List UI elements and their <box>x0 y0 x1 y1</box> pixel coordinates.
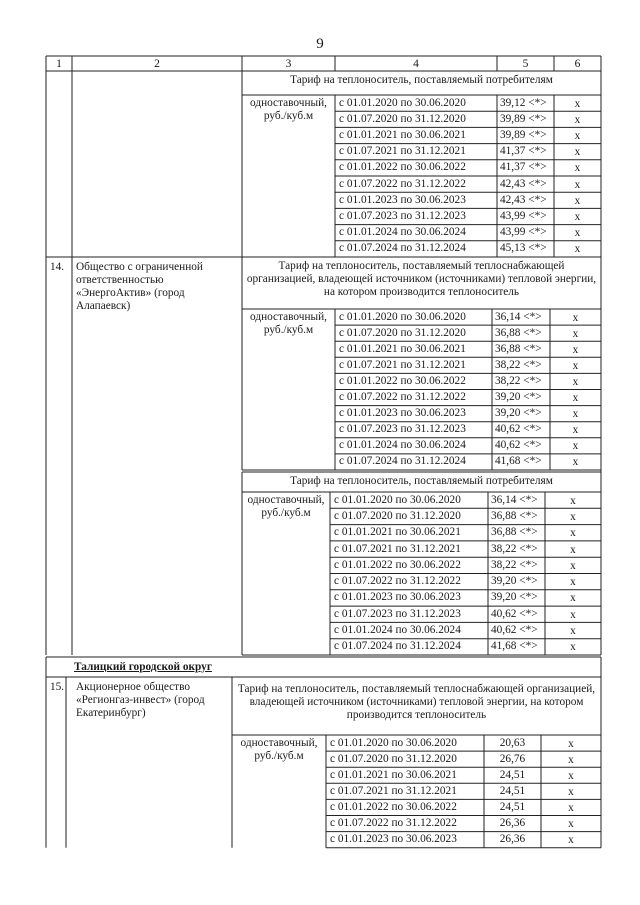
mark-cell: x <box>568 753 574 766</box>
region-heading: Талицкий городской округ <box>74 661 212 673</box>
tariff-value: 39,20 <*> <box>491 591 538 604</box>
period-cell: с 01.01.2021 по 30.06.2021 <box>334 526 461 539</box>
mark-cell: x <box>572 375 579 388</box>
tariff-value: 36,88 <*> <box>495 326 542 339</box>
period-cell: с 01.07.2024 по 31.12.2024 <box>334 640 461 653</box>
period-cell: с 01.07.2022 по 31.12.2022 <box>339 391 466 404</box>
period-cell: с 01.01.2023 по 30.06.2023 <box>339 407 466 420</box>
entry-number: 14. <box>50 261 65 273</box>
period-cell: с 01.07.2021 по 31.12.2021 <box>334 542 461 555</box>
tariff-value: 39,89 <*> <box>500 129 547 141</box>
mark-cell: x <box>570 608 576 621</box>
tariff-value: 36,88 <*> <box>495 342 542 355</box>
tariff-value: 41,37 <*> <box>500 161 547 174</box>
page-number: 9 <box>316 36 324 52</box>
tariff-value: 39,20 <*> <box>491 575 538 588</box>
period-cell: с 01.07.2022 по 31.12.2022 <box>334 575 461 588</box>
tariff-value: 20,63 <box>499 736 526 749</box>
period-cell: с 01.07.2022 по 31.12.2022 <box>330 817 457 829</box>
mark-cell: x <box>570 510 576 523</box>
mark-cell: x <box>568 834 574 847</box>
rate-type: одноставочный, руб./куб.м <box>250 311 327 336</box>
tariff-value: 40,62 <*> <box>491 607 538 620</box>
rate-type: одноставочный, руб./куб.м <box>240 737 318 762</box>
tariff-value: 38,22 <*> <box>491 542 538 555</box>
tariff-value: 39,89 <*> <box>500 112 547 125</box>
tariff-value: 24,51 <box>499 784 526 797</box>
column-header-5: 5 <box>522 58 529 70</box>
tariff-value: 26,76 <box>499 752 526 765</box>
tariff-title: Тариф на теплоноситель, поставляемый потребителям <box>290 475 553 487</box>
period-cell: с 01.01.2020 по 30.06.2020 <box>339 96 466 109</box>
tariff-value: 38,22 <*> <box>495 358 542 371</box>
period-cell: с 01.01.2023 по 30.06.2023 <box>339 193 466 206</box>
organization-name: Акционерное общество «Регионгаз-инвест» (город Екатеринбург) <box>76 681 205 719</box>
tariff-value: 36,88 <*> <box>491 509 538 522</box>
period-cell: с 01.07.2021 по 31.12.2021 <box>339 358 466 371</box>
mark-cell: x <box>570 543 576 556</box>
mark-cell: x <box>574 113 581 126</box>
period-cell: с 01.07.2023 по 31.12.2023 <box>334 607 461 620</box>
period-cell: с 01.07.2021 по 31.12.2021 <box>330 784 457 797</box>
mark-cell: x <box>574 130 581 142</box>
tariff-value: 36,14 <*> <box>491 493 538 506</box>
tariff-value: 24,51 <box>499 768 526 781</box>
tariff-value: 38,22 <*> <box>491 558 538 571</box>
period-cell: с 01.01.2021 по 30.06.2021 <box>339 129 466 141</box>
tariff-value: 40,62 <*> <box>495 423 542 436</box>
period-cell: с 01.01.2022 по 30.06.2022 <box>334 558 461 571</box>
tariff-value: 45,13 <*> <box>500 242 547 255</box>
column-header-1: 1 <box>56 58 62 70</box>
mark-cell: x <box>568 769 574 782</box>
period-cell: с 01.01.2021 по 30.06.2021 <box>330 768 457 781</box>
period-cell: с 01.07.2020 по 31.12.2020 <box>339 326 466 339</box>
mark-cell: x <box>574 97 581 110</box>
period-cell: с 01.07.2024 по 31.12.2024 <box>339 455 466 468</box>
tariff-title: Тариф на теплоноситель, поставляемый теплоснабжающей организацией, владеющей источником (источниками) тепловой энергии, на котором производится теплоноситель <box>237 683 596 721</box>
tariff-value: 41,68 <*> <box>491 640 538 653</box>
period-cell: с 01.01.2023 по 30.06.2023 <box>330 833 457 846</box>
organization-name: Общество с ограниченной ответственностью «ЭнергоАктив» (город Алапаевск) <box>76 261 203 312</box>
period-cell: с 01.01.2020 по 30.06.2020 <box>330 736 457 749</box>
column-header-3: 3 <box>285 58 292 70</box>
period-cell: с 01.01.2021 по 30.06.2021 <box>339 342 466 355</box>
tariff-value: 41,37 <*> <box>500 145 547 158</box>
column-header-4: 4 <box>413 58 419 70</box>
tariff-value: 36,14 <*> <box>495 310 542 323</box>
mark-cell: x <box>574 211 581 223</box>
tariff-title: Тариф на теплоноситель, поставляемый теплоснабжающей организацией, владеющей источником (источниками) тепловой энергии, на котором производится теплоноситель <box>246 260 597 298</box>
tariff-value: 39,20 <*> <box>495 391 542 404</box>
mark-cell: x <box>574 162 581 175</box>
tariff-title: Тариф на теплоноситель, поставляемый потребителям <box>290 74 553 86</box>
column-header-2: 2 <box>154 58 160 70</box>
mark-cell: x <box>574 227 581 240</box>
mark-cell: x <box>574 146 581 159</box>
entry-number: 15. <box>50 681 65 693</box>
tariff-value: 40,62 <*> <box>495 439 542 452</box>
mark-cell: x <box>572 456 579 469</box>
mark-cell: x <box>572 424 579 437</box>
period-cell: с 01.01.2023 по 30.06.2023 <box>334 591 461 604</box>
column-header-6: 6 <box>574 58 581 70</box>
period-cell: с 01.07.2022 по 31.12.2022 <box>339 177 466 190</box>
mark-cell: x <box>570 559 576 572</box>
mark-cell: x <box>568 801 574 814</box>
tariff-value: 36,88 <*> <box>491 526 538 539</box>
tariff-value: 42,43 <*> <box>500 177 547 190</box>
tariff-value: 38,22 <*> <box>495 374 542 387</box>
tariff-value: 41,68 <*> <box>495 455 542 468</box>
mark-cell: x <box>574 194 581 207</box>
rate-type: одноставочный, руб./куб.м <box>250 97 327 122</box>
tariff-value: 43,99 <*> <box>500 226 547 239</box>
period-cell: с 01.07.2020 по 31.12.2020 <box>330 752 457 765</box>
period-cell: с 01.07.2020 по 31.12.2020 <box>339 112 466 125</box>
period-cell: с 01.07.2024 по 31.12.2024 <box>339 242 466 255</box>
mark-cell: x <box>570 625 576 638</box>
period-cell: с 01.07.2023 по 31.12.2023 <box>339 210 466 222</box>
mark-cell: x <box>570 592 576 605</box>
period-cell: с 01.01.2022 по 30.06.2022 <box>330 800 457 813</box>
mark-cell: x <box>572 440 579 453</box>
mark-cell: x <box>572 359 579 372</box>
tariff-value: 26,36 <box>499 817 526 829</box>
mark-cell: x <box>570 576 576 589</box>
tariff-value: 39,20 <*> <box>495 407 542 420</box>
period-cell: с 01.01.2020 по 30.06.2020 <box>334 493 461 506</box>
period-cell: с 01.01.2024 по 30.06.2024 <box>339 439 466 452</box>
tariff-value: 39,12 <*> <box>500 96 547 109</box>
mark-cell: x <box>574 243 581 256</box>
period-cell: с 01.01.2020 по 30.06.2020 <box>339 310 466 323</box>
mark-cell: x <box>572 408 579 421</box>
mark-cell: x <box>570 641 576 654</box>
mark-cell: x <box>568 737 574 750</box>
period-cell: с 01.07.2023 по 31.12.2023 <box>339 423 466 436</box>
mark-cell: x <box>568 785 574 798</box>
period-cell: с 01.01.2022 по 30.06.2022 <box>339 374 466 387</box>
period-cell: с 01.01.2022 по 30.06.2022 <box>339 161 466 174</box>
period-cell: с 01.01.2024 по 30.06.2024 <box>334 624 461 637</box>
period-cell: с 01.07.2020 по 31.12.2020 <box>334 509 461 522</box>
mark-cell: x <box>572 392 579 405</box>
rate-type: одноставочный, руб./куб.м <box>247 494 325 519</box>
mark-cell: x <box>574 178 581 191</box>
tariff-value: 26,36 <box>499 833 526 846</box>
mark-cell: x <box>572 343 579 356</box>
period-cell: с 01.07.2021 по 31.12.2021 <box>339 145 466 158</box>
tariff-value: 42,43 <*> <box>500 193 547 206</box>
tariff-value: 43,99 <*> <box>500 210 547 222</box>
mark-cell: x <box>572 327 579 340</box>
mark-cell: x <box>570 527 576 540</box>
mark-cell: x <box>568 818 574 830</box>
period-cell: с 01.01.2024 по 30.06.2024 <box>339 226 466 239</box>
tariff-value: 40,62 <*> <box>491 624 538 637</box>
mark-cell: x <box>570 494 576 507</box>
tariff-value: 24,51 <box>499 800 526 813</box>
mark-cell: x <box>572 311 579 324</box>
